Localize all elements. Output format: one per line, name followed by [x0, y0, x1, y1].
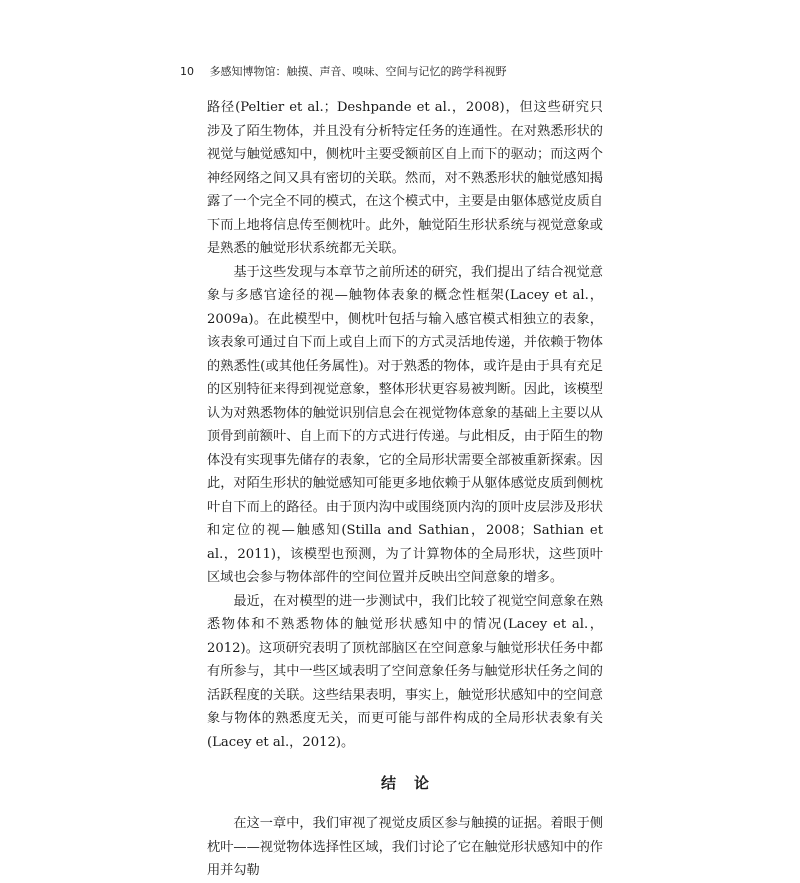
- running-title: 多感知博物馆：触摸、声音、嗅味、空间与记忆的跨学科视野: [209, 65, 507, 78]
- main-text: [207, 96, 603, 883]
- paragraph-continued: 路径(Peltier et al.；Deshpande et al.，2008)，但这些研究只涉及了陌生物体，并且没有分析特定任务的连通性。在对熟悉形状的视觉与触觉感知中，侧枕叶主要受额前区自上而下的驱动；而这两个神经网络之间又具有密切的关联。然而，对不熟悉形状的触觉感知揭露了一个完全不同的模式，在这个模式中，主要是由躯体感觉皮质自下而上地将信息传至侧枕叶。此外，触觉陌生形状系统与视觉意象或是熟悉的触觉形状系统都无关联。: [207, 100, 603, 256]
- paragraph-framework: 基于这些发现与本章节之前所述的研究，我们提出了结合视觉意象与多感官途径的视—触物体表象的概念性框架(Lacey et al.，2009a)。在此模型中，侧枕叶包括与输入感官模式相独立的表象，该表象可通过自下而上或自上而下的方式灵活地传递，并依赖于物体的熟悉性(或其他任务属性)。对于熟悉的物体，或许是由于具有充足的区别特征来得到视觉意象，整体形状更容易被判断。因此，该模型认为对熟悉物体的触觉识别信息会在视觉物体意象的基础上主要以从顶骨到前额叶、自上而下的方式进行传递。与此相反，由于陌生的物体没有实现事先储存的表象，它的全局形状需要全部被重新探索。因此，对陌生形状的触觉感知可能更多地依赖于从躯体感觉皮质到侧枕叶自下而上的路径。由于顶内沟中或围绕顶内沟的顶叶皮层涉及形状和定位的视—触感知(Stilla and Sathian，2008；Sathian et al.，2011)，该模型也预测，为了计算物体的全局形状，这些顶叶区域也会参与物体部件的空间位置并反映出空间意象的增多。: [207, 264, 603, 585]
- section-title: 结论: [380, 774, 447, 792]
- paragraph-recent-test: 最近，在对模型的进一步测试中，我们比较了视觉空间意象在熟悉物体和不熟悉物体的触觉形状感知中的情况(Lacey et al.，2012)。这项研究表明了顶枕部脑区在空间意象与触觉形状任务中都有所参与，其中一些区域表明了空间意象任务与触觉形状任务之间的活跃程度的关联。这些结果表明，事实上，触觉形状感知中的空间意象与物体的熟悉度无关，而更可能与部件构成的全局形状表象有关(Lacey et al.，2012)。: [207, 593, 603, 750]
- paragraph-conclusion: 在这一章中，我们审视了视觉皮质区参与触摸的证据。着眼于侧枕叶——视觉物体选择性区域，我们讨论了它在触觉形状感知中的作用并勾勒: [207, 816, 603, 878]
- page-number: 10: [180, 65, 194, 78]
- running-header: [180, 63, 660, 79]
